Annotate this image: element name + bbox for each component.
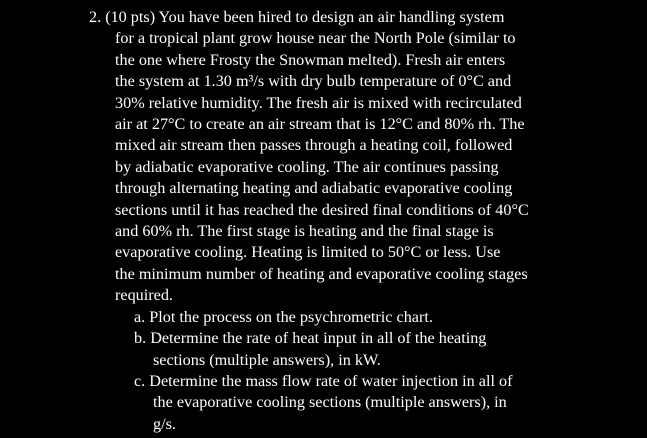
problem-number: 2. bbox=[89, 8, 102, 26]
problem-text-line: the one where Frosty the Snowman melted). Fresh air enters bbox=[115, 50, 506, 69]
part-c-line: c. Determine the mass flow rate of water injection in all of bbox=[134, 371, 513, 390]
part-a-line: a. Plot the process on the psychrometric chart. bbox=[134, 307, 433, 326]
problem-text-line: and 60% rh. The first stage is heating and the final stage is bbox=[115, 222, 494, 241]
problem-text-line: for a tropical plant grow house near the North Pole (similar to bbox=[115, 29, 516, 48]
problem-text-line: evaporative cooling. Heating is limited to 50°C or less. Use bbox=[115, 243, 501, 262]
part-b-line: b. Determine the rate of heat input in all of the heating bbox=[134, 329, 487, 348]
problem-text-line: sections until it has reached the desired final conditions of 40°C bbox=[115, 200, 529, 219]
problem-text-line: mixed air stream then passes through a heating coil, followed bbox=[115, 136, 513, 155]
problem-text-line: required. bbox=[115, 286, 173, 305]
problem-text-line: by adiabatic evaporative cooling. The air continues passing bbox=[115, 157, 499, 176]
problem-text-line: air at 27°C to create an air stream that is 12°C and 80% rh. The bbox=[115, 115, 525, 134]
problem-text-line: (10 pts) You have been hired to design an air handling system bbox=[105, 8, 505, 26]
part-c-line: g/s. bbox=[153, 414, 176, 433]
part-c-line: the evaporative cooling sections (multiple answers), in bbox=[153, 393, 507, 412]
problem-text-line: 30% relative humidity. The fresh air is mixed with recirculated bbox=[115, 93, 522, 112]
problem-text-line: the system at 1.30 m³/s with dry bulb temperature of 0°C and bbox=[115, 72, 512, 91]
problem-2 bbox=[89, 7, 647, 435]
problem-text-line: through alternating heating and adiabatic evaporative cooling bbox=[115, 179, 513, 198]
part-b-line: sections (multiple answers), in kW. bbox=[153, 350, 381, 369]
problem-line-1 bbox=[89, 7, 647, 28]
problem-text-line: the minimum number of heating and evaporative cooling stages bbox=[115, 264, 528, 283]
